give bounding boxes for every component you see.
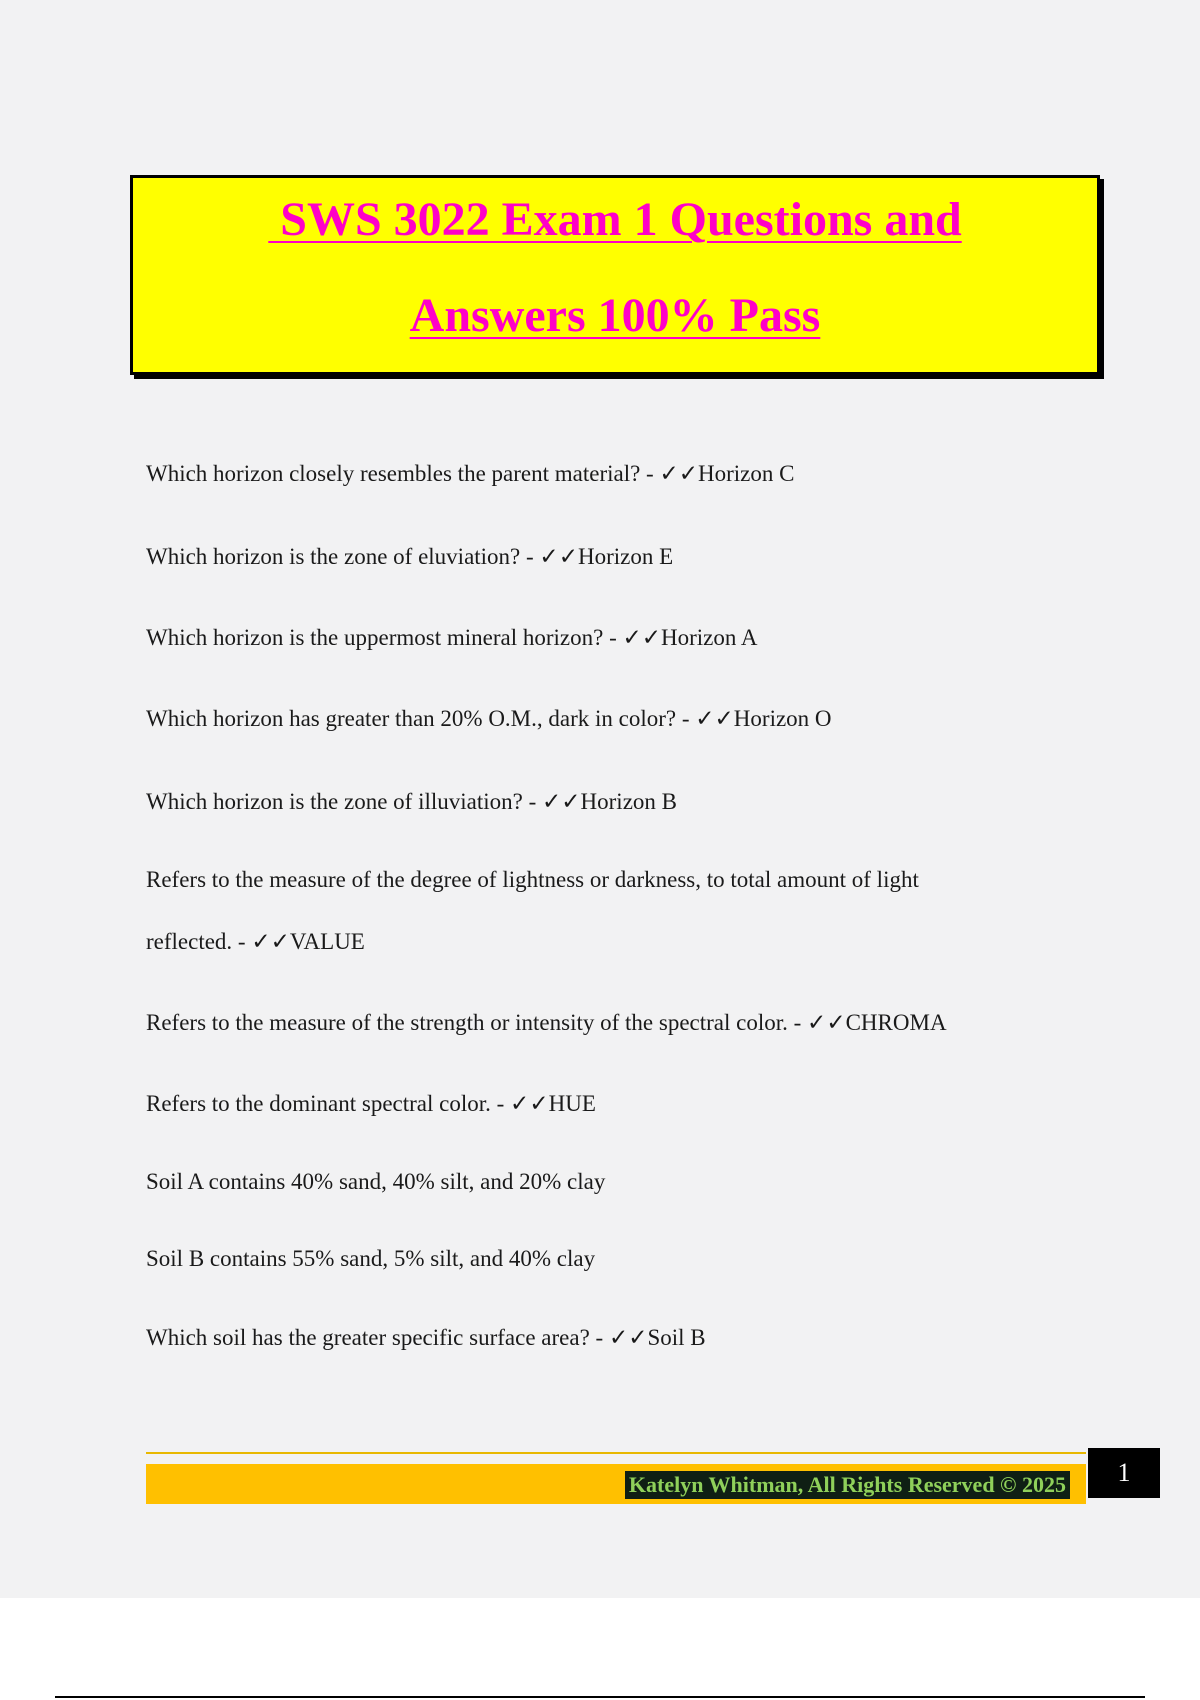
footer-divider [146, 1452, 1086, 1454]
qa-item: Refers to the measure of the degree of lightness or darkness, to total amount of light [146, 867, 919, 892]
footer-copyright: Katelyn Whitman, All Rights Reserved © 2025 [625, 1471, 1070, 1499]
qa-item: reflected. - ✓✓VALUE [146, 929, 365, 954]
qa-item: Refers to the dominant spectral color. - ✓✓HUE [146, 1091, 596, 1116]
qa-item: Which horizon has greater than 20% O.M., dark in color? - ✓✓Horizon O [146, 706, 832, 731]
title-line-2: Answers 100% Pass [409, 289, 821, 342]
qa-item: Refers to the measure of the strength or intensity of the spectral color. - ✓✓CHROMA [146, 1010, 947, 1035]
footer-bar [146, 1464, 1086, 1504]
qa-item: Which horizon is the uppermost mineral horizon? - ✓✓Horizon A [146, 625, 758, 650]
title-line-1: SWS 3022 Exam 1 Questions and [268, 193, 962, 246]
title-banner [130, 175, 1100, 375]
page-number: 1 [1088, 1448, 1160, 1498]
qa-item: Soil B contains 55% sand, 5% silt, and 40% clay [146, 1246, 596, 1271]
qa-item: Soil A contains 40% sand, 40% silt, and 20% clay [146, 1169, 606, 1194]
qa-item: Which horizon is the zone of illuviation? - ✓✓Horizon B [146, 789, 677, 814]
qa-item: Which soil has the greater specific surface area? - ✓✓Soil B [146, 1325, 706, 1350]
qa-item: Which horizon closely resembles the parent material? - ✓✓Horizon C [146, 461, 795, 486]
qa-item: Which horizon is the zone of eluviation? - ✓✓Horizon E [146, 544, 674, 569]
bottom-rule [55, 1696, 1145, 1698]
